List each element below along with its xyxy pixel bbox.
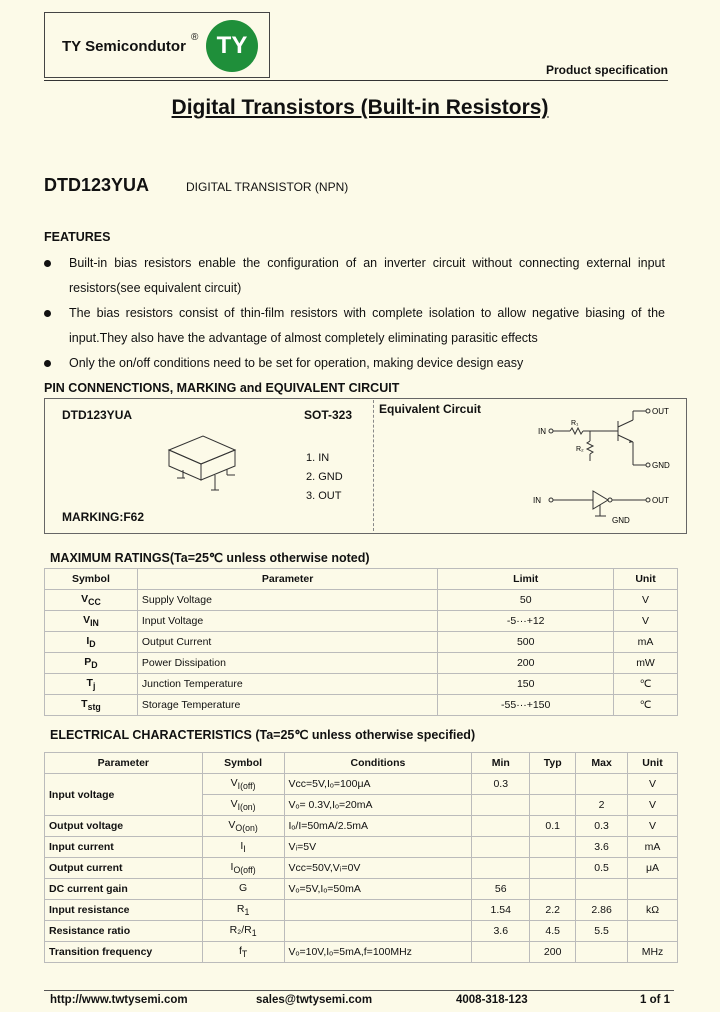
table-row: Transition frequency $f_T$ Vₒ=10V,Iₒ=5mA,f=100MHz 200 MHz [45, 942, 678, 963]
footer-email[interactable]: sales@twtysemi.com [256, 994, 373, 1006]
part-number: DTD123YUA [44, 175, 150, 195]
pin-3: 3. OUT [306, 490, 342, 502]
equivalent-circuit-diagram [530, 403, 686, 525]
table-row: $I_D$ Output Current 500 mA [45, 632, 678, 653]
max-ratings-table [44, 568, 678, 716]
circuit-label-in: IN [538, 427, 546, 436]
pin-2: 2. GND [306, 471, 343, 483]
feature-item: Only the on/off conditions need to be set for operation, making device design easy [44, 351, 665, 376]
feature-item: The bias resistors consist of thin-film resistors with complete isolation to allow negative biasing of the input.They also have the advantage of almost completely eliminating parasitic effects [44, 301, 665, 351]
table-header-row: Symbol Parameter Limit Unit [45, 569, 678, 590]
circuit-label-out-2: OUT [652, 496, 669, 505]
bullet-icon [44, 260, 51, 267]
product-spec-label: Product specification [545, 63, 668, 77]
circuit-label-gnd-1: GND [652, 461, 670, 470]
ty-logo: TY [206, 20, 258, 72]
circuit-label-gnd-2: GND [612, 516, 630, 525]
table-row: DC current gain G Vₒ=5V,Iₒ=50mA 56 [45, 879, 678, 900]
table-row: Resistance ratio $R_2/R_1$ 3.6 4.5 5.5 [45, 921, 678, 942]
footer-url[interactable]: http://www.twtysemi.com [50, 994, 188, 1006]
document-title: Digital Transistors (Built-in Resistors) [171, 96, 549, 119]
marking-label: MARKING:F62 [62, 510, 145, 524]
table-row: Input voltage $V_{I(off)}$ Vᴄᴄ=5V,Iₒ=100μA 0.3 V [45, 774, 678, 795]
table-row: Output current $I_{O(off)}$ Vᴄᴄ=50V,Vᵢ=0V 0.5 μA [45, 858, 678, 879]
pins-heading: PIN CONNENCTIONS, MARKING and EQUIVALENT CIRCUIT [44, 381, 400, 395]
table-row: $P_D$ Power Dissipation 200 mW [45, 653, 678, 674]
circuit-label-out-1: OUT [652, 407, 669, 416]
package-name: SOT-323 [304, 408, 353, 422]
footer-phone: 4008-318-123 [456, 994, 528, 1006]
table-row: $V_{I(on)}$ Vₒ= 0.3V,Iₒ=20mA 2 V [45, 795, 678, 816]
table-header-row: Parameter Symbol Conditions Min Typ Max Unit [45, 753, 678, 774]
circuit-label-r2: R₂ [576, 446, 584, 453]
circuit-label-r1: R₁ [571, 420, 579, 427]
table-row: $T_j$ Junction Temperature 150 ℃ [45, 674, 678, 695]
features-list [44, 251, 665, 376]
footer-rule [44, 990, 674, 991]
header-rule [44, 80, 668, 81]
max-ratings-heading: MAXIMUM RATINGS(Ta=25℃ unless otherwise noted) [50, 551, 370, 565]
pin-part-number: DTD123YUA [62, 408, 133, 422]
circuit-label-in-2: IN [533, 496, 541, 505]
table-row: $V_{IN}$ Input Voltage -5···+12 V [45, 611, 678, 632]
registered-mark: ® [191, 32, 199, 43]
table-row: Output voltage $V_{O(on)}$ Iₒ/I=50mA/2.5mA 0.1 0.3 V [45, 816, 678, 837]
bullet-icon [44, 310, 51, 317]
table-row: Input resistance $R_1$ 1.54 2.2 2.86 kΩ [45, 900, 678, 921]
feature-item: Built-in bias resistors enable the configuration of an inverter circuit without connecting external input resistors(see equivalent circuit) [44, 251, 665, 301]
table-row: $T_{stg}$ Storage Temperature -55···+150 ℃ [45, 695, 678, 716]
table-row: $V_{CC}$ Supply Voltage 50 V [45, 590, 678, 611]
bullet-icon [44, 360, 51, 367]
footer-page-number: 1 of 1 [640, 994, 671, 1006]
pin-1: 1. IN [306, 452, 330, 464]
electrical-heading: ELECTRICAL CHARACTERISTICS (Ta=25℃ unless otherwise specified) [50, 728, 476, 742]
table-row: Input current $I_I$ Vᵢ=5V 3.6 mA [45, 837, 678, 858]
sot323-package-drawing [155, 428, 245, 500]
electrical-table [44, 752, 678, 963]
pin-box-divider [373, 400, 374, 531]
part-description: DIGITAL TRANSISTOR (NPN) [186, 180, 349, 194]
brand-name: TY Semicondutor [62, 38, 186, 55]
equiv-circuit-title: Equivalent Circuit [379, 402, 482, 416]
features-heading: FEATURES [44, 230, 111, 244]
